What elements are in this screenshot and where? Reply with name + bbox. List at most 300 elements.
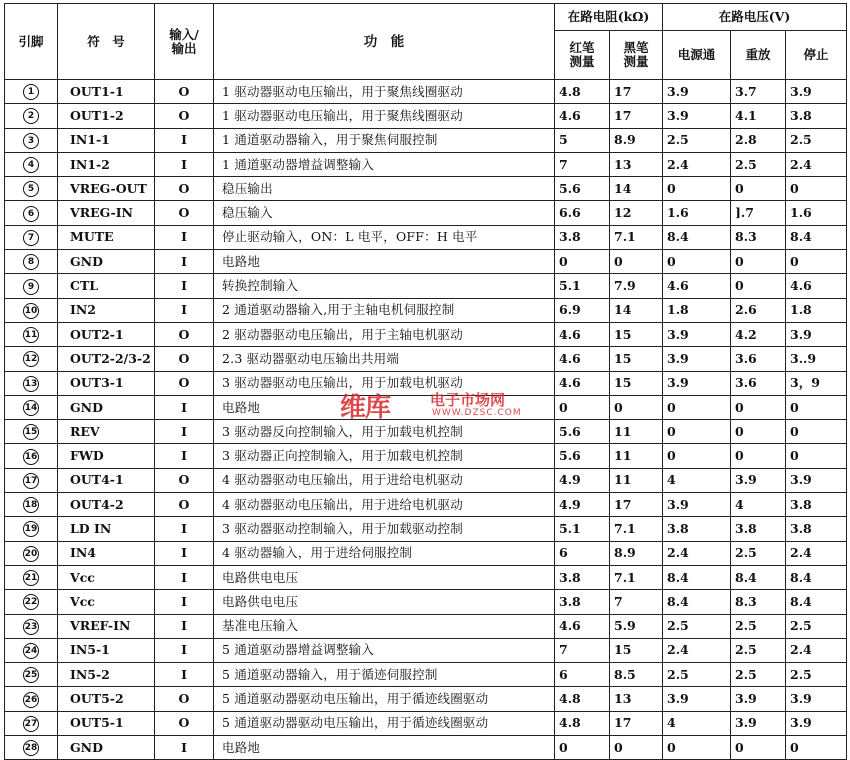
table-row: [5, 225, 847, 249]
voltage-replay: 0: [731, 177, 786, 201]
pin-io: I: [155, 128, 214, 152]
pin-symbol: IN5-2: [58, 663, 155, 687]
voltage-replay: ].7: [731, 201, 786, 225]
pin-symbol: IN2: [58, 298, 155, 322]
pin-io: I: [155, 638, 214, 662]
pin-function: 电路供电电压: [214, 590, 555, 614]
voltage-replay: 4.2: [731, 322, 786, 346]
pin-function: 稳压输出: [214, 177, 555, 201]
pin-circle: 7: [23, 230, 39, 246]
voltage-stop: 2.5: [786, 614, 847, 638]
header-resistance-group: 在路电阻(kΩ): [555, 4, 663, 31]
black-probe-resistance: 0: [610, 395, 663, 419]
black-probe-resistance: 8.9: [610, 541, 663, 565]
table-row: [5, 371, 847, 395]
table-row: [5, 517, 847, 541]
pin-function: 1 通道驱动器增益调整输入: [214, 152, 555, 176]
red-probe-resistance: 5.6: [555, 177, 610, 201]
table-row: [5, 565, 847, 589]
pin-circle: 3: [23, 133, 39, 149]
voltage-replay: 2.5: [731, 541, 786, 565]
voltage-power-on: 3.9: [663, 371, 731, 395]
voltage-stop: 0: [786, 444, 847, 468]
table-row: [5, 493, 847, 517]
voltage-replay: 2.5: [731, 614, 786, 638]
pin-number: [5, 614, 58, 638]
pin-circle: 26: [23, 692, 39, 708]
voltage-stop: 0: [786, 736, 847, 760]
voltage-replay: 3.6: [731, 347, 786, 371]
voltage-power-on: 4: [663, 711, 731, 735]
pin-symbol: OUT5-1: [58, 711, 155, 735]
black-probe-resistance: 17: [610, 711, 663, 735]
voltage-replay: 8.3: [731, 225, 786, 249]
pin-function: 稳压输入: [214, 201, 555, 225]
pin-symbol: IN5-1: [58, 638, 155, 662]
pin-function: 1 驱动器驱动电压输出，用于聚焦线圈驱动: [214, 104, 555, 128]
pin-circle: 18: [23, 497, 39, 513]
voltage-replay: 2.5: [731, 638, 786, 662]
red-probe-resistance: 4.6: [555, 322, 610, 346]
black-probe-resistance: 7: [610, 590, 663, 614]
pin-io: I: [155, 517, 214, 541]
black-probe-resistance: 7.1: [610, 225, 663, 249]
pin-symbol: VREG-OUT: [58, 177, 155, 201]
table-row: [5, 80, 847, 104]
red-probe-resistance: 4.6: [555, 614, 610, 638]
red-probe-resistance: 4.6: [555, 347, 610, 371]
table-row: [5, 444, 847, 468]
table-row: [5, 104, 847, 128]
black-probe-resistance: 7.9: [610, 274, 663, 298]
red-probe-resistance: 5.1: [555, 517, 610, 541]
pin-symbol: OUT1-1: [58, 80, 155, 104]
table-row: [5, 468, 847, 492]
voltage-power-on: 0: [663, 395, 731, 419]
voltage-replay: 2.8: [731, 128, 786, 152]
black-probe-resistance: 17: [610, 104, 663, 128]
voltage-replay: 2.5: [731, 152, 786, 176]
pin-function: 3 驱动器驱动控制输入，用于加载驱动控制: [214, 517, 555, 541]
pin-function: 基准电压输入: [214, 614, 555, 638]
voltage-stop: 3.8: [786, 104, 847, 128]
pin-number: [5, 420, 58, 444]
voltage-power-on: 1.8: [663, 298, 731, 322]
pin-symbol: OUT2-1: [58, 322, 155, 346]
voltage-replay: 3.6: [731, 371, 786, 395]
pin-circle: 9: [23, 279, 39, 295]
pin-symbol: GND: [58, 250, 155, 274]
voltage-power-on: 2.5: [663, 663, 731, 687]
pin-io: O: [155, 80, 214, 104]
voltage-replay: 8.4: [731, 565, 786, 589]
voltage-power-on: 2.4: [663, 541, 731, 565]
pin-symbol: OUT1-2: [58, 104, 155, 128]
pin-circle: 13: [23, 376, 39, 392]
pin-circle: 5: [23, 181, 39, 197]
voltage-power-on: 3.9: [663, 347, 731, 371]
red-probe-resistance: 4.8: [555, 711, 610, 735]
pin-number: [5, 177, 58, 201]
red-probe-resistance: 7: [555, 638, 610, 662]
voltage-replay: 3.8: [731, 517, 786, 541]
pin-number: [5, 201, 58, 225]
table-row: [5, 590, 847, 614]
red-probe-resistance: 0: [555, 736, 610, 760]
table-row: [5, 322, 847, 346]
pin-number: [5, 638, 58, 662]
header-power-on: 电源通: [663, 31, 731, 80]
header-replay: 重放: [731, 31, 786, 80]
pin-number: [5, 517, 58, 541]
voltage-replay: 0: [731, 444, 786, 468]
black-probe-resistance: 13: [610, 687, 663, 711]
pin-function: 2 通道驱动器输入,用于主轴电机伺服控制: [214, 298, 555, 322]
red-probe-resistance: 5.6: [555, 444, 610, 468]
table-row: [5, 128, 847, 152]
pin-function: 5 通道驱动器驱动电压输出，用于循迹线圈驱动: [214, 687, 555, 711]
voltage-stop: 1.8: [786, 298, 847, 322]
pin-io: I: [155, 152, 214, 176]
voltage-stop: 0: [786, 395, 847, 419]
voltage-replay: 2.6: [731, 298, 786, 322]
pin-circle: 2: [23, 108, 39, 124]
red-probe-resistance: 5.6: [555, 420, 610, 444]
pin-io: O: [155, 347, 214, 371]
voltage-power-on: 3.9: [663, 687, 731, 711]
pin-io: I: [155, 225, 214, 249]
red-probe-resistance: 4.6: [555, 104, 610, 128]
red-probe-resistance: 4.6: [555, 371, 610, 395]
pin-function: 停止驱动输入，ON：L 电平，OFF：H 电平: [214, 225, 555, 249]
red-probe-resistance: 6.9: [555, 298, 610, 322]
voltage-replay: 3.9: [731, 711, 786, 735]
table-row: [5, 177, 847, 201]
watermark-logo: 维库: [340, 393, 391, 423]
voltage-replay: 0: [731, 420, 786, 444]
red-probe-resistance: 0: [555, 250, 610, 274]
pin-circle: 20: [23, 546, 39, 562]
pin-number: [5, 274, 58, 298]
pin-circle: 16: [23, 449, 39, 465]
voltage-replay: 0: [731, 274, 786, 298]
pin-io: I: [155, 444, 214, 468]
pin-circle: 23: [23, 619, 39, 635]
pin-io: I: [155, 298, 214, 322]
pin-symbol: IN1-2: [58, 152, 155, 176]
voltage-replay: 0: [731, 736, 786, 760]
header-pin: 引脚: [5, 4, 58, 80]
voltage-stop: 8.4: [786, 565, 847, 589]
pin-number: [5, 711, 58, 735]
pin-number: [5, 80, 58, 104]
voltage-stop: 3.8: [786, 493, 847, 517]
red-probe-resistance: 0: [555, 395, 610, 419]
red-probe-resistance: 4.9: [555, 493, 610, 517]
header-stop: 停止: [786, 31, 847, 80]
header-function: 功 能: [214, 4, 555, 80]
red-probe-resistance: 6: [555, 663, 610, 687]
red-probe-resistance: 5.1: [555, 274, 610, 298]
voltage-power-on: 3.9: [663, 104, 731, 128]
pin-circle: 1: [23, 84, 39, 100]
voltage-stop: 2.5: [786, 128, 847, 152]
black-probe-resistance: 14: [610, 298, 663, 322]
table-row: [5, 541, 847, 565]
pin-io: O: [155, 371, 214, 395]
pin-symbol: LD IN: [58, 517, 155, 541]
voltage-power-on: 0: [663, 420, 731, 444]
pin-io: O: [155, 104, 214, 128]
pin-function: 1 通道驱动器输入，用于聚焦伺服控制: [214, 128, 555, 152]
voltage-stop: 2.4: [786, 541, 847, 565]
pin-io: O: [155, 468, 214, 492]
black-probe-resistance: 13: [610, 152, 663, 176]
voltage-replay: 3.9: [731, 468, 786, 492]
pin-function: 电路供电电压: [214, 565, 555, 589]
table-row: [5, 274, 847, 298]
voltage-power-on: 8.4: [663, 590, 731, 614]
pin-circle: 4: [23, 157, 39, 173]
pin-function: 2 驱动器驱动电压输出，用于主轴电机驱动: [214, 322, 555, 346]
voltage-power-on: 0: [663, 736, 731, 760]
red-probe-resistance: 6: [555, 541, 610, 565]
pin-number: [5, 590, 58, 614]
voltage-power-on: 2.5: [663, 614, 731, 638]
pin-number: [5, 152, 58, 176]
pin-function: 4 驱动器驱动电压输出，用于进给电机驱动: [214, 468, 555, 492]
black-probe-resistance: 15: [610, 371, 663, 395]
table-row: [5, 638, 847, 662]
watermark-url: WWW.DZSC.COM: [432, 408, 522, 418]
header-io: 输入/ 输出: [155, 4, 214, 80]
pin-function: 3 驱动器反向控制输入，用于加载电机控制: [214, 420, 555, 444]
pin-number: [5, 493, 58, 517]
pin-number: [5, 225, 58, 249]
black-probe-resistance: 7.1: [610, 565, 663, 589]
table-header: [5, 4, 847, 80]
black-probe-resistance: 15: [610, 638, 663, 662]
pin-function: 电路地: [214, 736, 555, 760]
pin-function: 3 驱动器正向控制输入，用于加载电机控制: [214, 444, 555, 468]
voltage-stop: 3..9: [786, 347, 847, 371]
pin-circle: 17: [23, 473, 39, 489]
pin-function: 5 通道驱动器输入，用于循迹伺服控制: [214, 663, 555, 687]
voltage-power-on: 3.9: [663, 80, 731, 104]
black-probe-resistance: 8.5: [610, 663, 663, 687]
pin-circle: 27: [23, 716, 39, 732]
red-probe-resistance: 4.8: [555, 687, 610, 711]
pin-number: [5, 104, 58, 128]
pin-io: O: [155, 177, 214, 201]
pin-function: 5 通道驱动器增益调整输入: [214, 638, 555, 662]
pin-io: O: [155, 711, 214, 735]
voltage-power-on: 0: [663, 250, 731, 274]
voltage-power-on: 8.4: [663, 565, 731, 589]
table-row: [5, 298, 847, 322]
black-probe-resistance: 7.1: [610, 517, 663, 541]
voltage-power-on: 4: [663, 468, 731, 492]
black-probe-resistance: 15: [610, 322, 663, 346]
pin-number: [5, 565, 58, 589]
pin-io: O: [155, 201, 214, 225]
voltage-stop: 0: [786, 250, 847, 274]
pin-circle: 8: [23, 254, 39, 270]
pin-circle: 24: [23, 643, 39, 659]
voltage-stop: 2.5: [786, 663, 847, 687]
pin-symbol: Vcc: [58, 590, 155, 614]
voltage-power-on: 0: [663, 444, 731, 468]
pin-io: O: [155, 687, 214, 711]
table-row: [5, 420, 847, 444]
black-probe-resistance: 11: [610, 444, 663, 468]
pin-io: I: [155, 395, 214, 419]
pin-io: O: [155, 322, 214, 346]
pin-number: [5, 468, 58, 492]
pin-number: [5, 663, 58, 687]
pin-io: I: [155, 736, 214, 760]
voltage-replay: 0: [731, 250, 786, 274]
voltage-stop: 1.6: [786, 201, 847, 225]
pin-number: [5, 250, 58, 274]
pin-symbol: FWD: [58, 444, 155, 468]
red-probe-resistance: 3.8: [555, 590, 610, 614]
black-probe-resistance: 12: [610, 201, 663, 225]
pin-symbol: CTL: [58, 274, 155, 298]
voltage-power-on: 1.6: [663, 201, 731, 225]
pin-symbol: OUT3-1: [58, 371, 155, 395]
pin-number: [5, 444, 58, 468]
pin-function-table: [4, 3, 847, 760]
pin-number: [5, 541, 58, 565]
voltage-power-on: 3.9: [663, 493, 731, 517]
black-probe-resistance: 17: [610, 493, 663, 517]
pin-number: [5, 128, 58, 152]
pin-symbol: Vcc: [58, 565, 155, 589]
red-probe-resistance: 7: [555, 152, 610, 176]
pin-io: I: [155, 541, 214, 565]
voltage-replay: 8.3: [731, 590, 786, 614]
pin-number: [5, 371, 58, 395]
red-probe-resistance: 4.9: [555, 468, 610, 492]
pin-symbol: OUT4-1: [58, 468, 155, 492]
voltage-replay: 0: [731, 395, 786, 419]
table-body: [5, 80, 847, 760]
voltage-stop: 8.4: [786, 225, 847, 249]
table-row: [5, 201, 847, 225]
voltage-replay: 3.7: [731, 80, 786, 104]
black-probe-resistance: 0: [610, 736, 663, 760]
voltage-stop: 3.9: [786, 711, 847, 735]
voltage-replay: 4: [731, 493, 786, 517]
voltage-power-on: 4.6: [663, 274, 731, 298]
pin-symbol: GND: [58, 736, 155, 760]
voltage-power-on: 2.4: [663, 638, 731, 662]
voltage-replay: 2.5: [731, 663, 786, 687]
black-probe-resistance: 14: [610, 177, 663, 201]
voltage-stop: 3，9: [786, 371, 847, 395]
red-probe-resistance: 3.8: [555, 565, 610, 589]
pin-circle: 11: [23, 327, 39, 343]
pin-symbol: IN1-1: [58, 128, 155, 152]
pin-number: [5, 395, 58, 419]
pin-symbol: MUTE: [58, 225, 155, 249]
pin-number: [5, 687, 58, 711]
pin-number: [5, 347, 58, 371]
pin-function: 1 驱动器驱动电压输出，用于聚焦线圈驱动: [214, 80, 555, 104]
pin-circle: 14: [23, 400, 39, 416]
voltage-replay: 4.1: [731, 104, 786, 128]
black-probe-resistance: 17: [610, 80, 663, 104]
voltage-power-on: 3.8: [663, 517, 731, 541]
voltage-power-on: 2.4: [663, 152, 731, 176]
voltage-stop: 4.6: [786, 274, 847, 298]
watermark-name: 电子市场网: [430, 391, 506, 409]
pin-function: 转换控制输入: [214, 274, 555, 298]
pin-io: I: [155, 250, 214, 274]
black-probe-resistance: 11: [610, 420, 663, 444]
pin-function: 2.3 驱动器驱动电压输出共用端: [214, 347, 555, 371]
voltage-stop: 3.9: [786, 468, 847, 492]
pin-circle: 21: [23, 570, 39, 586]
pin-symbol: OUT4-2: [58, 493, 155, 517]
pin-function: 4 驱动器驱动电压输出，用于进给电机驱动: [214, 493, 555, 517]
pin-symbol: OUT5-2: [58, 687, 155, 711]
voltage-stop: 0: [786, 177, 847, 201]
black-probe-resistance: 8.9: [610, 128, 663, 152]
table-row: [5, 347, 847, 371]
pin-number: [5, 736, 58, 760]
header-black-probe: 黑笔 测量: [610, 31, 663, 80]
pin-circle: 22: [23, 594, 39, 610]
table-row: [5, 152, 847, 176]
black-probe-resistance: 5.9: [610, 614, 663, 638]
pin-symbol: GND: [58, 395, 155, 419]
pin-circle: 12: [23, 351, 39, 367]
red-probe-resistance: 4.8: [555, 80, 610, 104]
table-row: [5, 687, 847, 711]
voltage-stop: 0: [786, 420, 847, 444]
pin-io: I: [155, 663, 214, 687]
pin-io: I: [155, 590, 214, 614]
table-row: [5, 736, 847, 760]
table-row: [5, 395, 847, 419]
pin-symbol: IN4: [58, 541, 155, 565]
voltage-stop: 3.9: [786, 80, 847, 104]
pin-symbol: OUT2-2/3-2: [58, 347, 155, 371]
black-probe-resistance: 15: [610, 347, 663, 371]
pin-circle: 10: [23, 303, 39, 319]
table-row: [5, 711, 847, 735]
pin-symbol: VREG-IN: [58, 201, 155, 225]
pin-function: 5 通道驱动器驱动电压输出，用于循迹线圈驱动: [214, 711, 555, 735]
pin-io: I: [155, 565, 214, 589]
header-red-probe: 红笔 测量: [555, 31, 610, 80]
table-row: [5, 663, 847, 687]
pin-table-container: [4, 3, 846, 760]
pin-circle: 19: [23, 521, 39, 537]
pin-io: I: [155, 420, 214, 444]
pin-io: I: [155, 274, 214, 298]
voltage-stop: 2.4: [786, 152, 847, 176]
pin-number: [5, 322, 58, 346]
header-voltage-group: 在路电压(V): [663, 4, 847, 31]
voltage-stop: 3.9: [786, 322, 847, 346]
voltage-power-on: 2.5: [663, 128, 731, 152]
pin-symbol: REV: [58, 420, 155, 444]
pin-function: 电路地: [214, 395, 555, 419]
pin-circle: 28: [23, 740, 39, 756]
